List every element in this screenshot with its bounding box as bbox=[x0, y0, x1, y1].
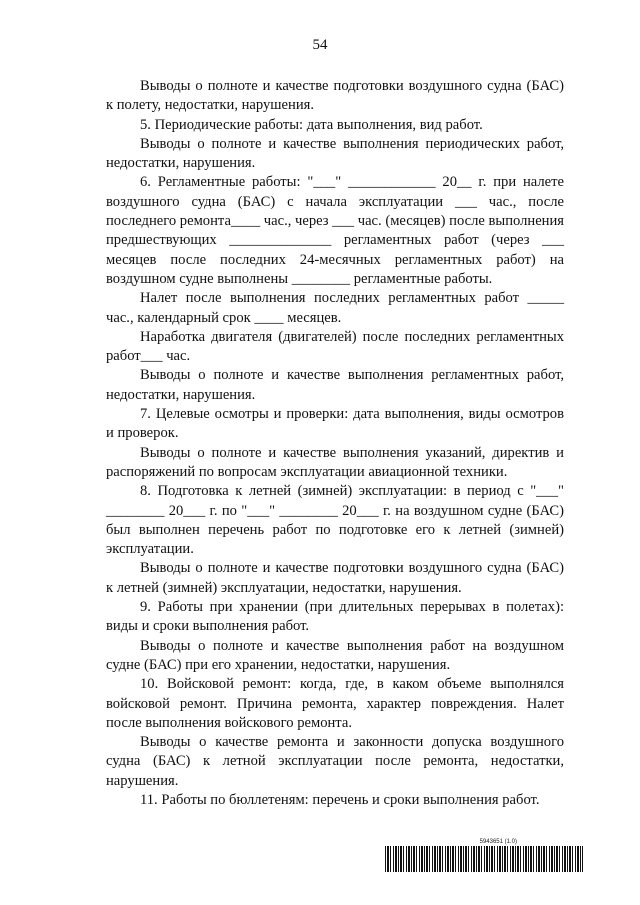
paragraph: Выводы о полноте и качестве выполнения регламентных работ, недостатки, нарушения. bbox=[106, 367, 564, 403]
paragraph: Выводы о полноте и качестве подготовки воздушного судна (БАС) к полету, недостатки, нарушения. bbox=[106, 78, 564, 114]
page-number: 54 bbox=[312, 37, 328, 53]
paragraph: Налет после выполнения последних регламентных работ _____ час., календарный срок ____ месяцев. bbox=[106, 290, 564, 326]
document-code: 5943651 (1.0) bbox=[479, 839, 517, 845]
paragraph: Выводы о качестве ремонта и законности допуска воздушного судна (БАС) к летной эксплуатации после ремонта, недостатки, нарушения. bbox=[106, 734, 564, 789]
paragraph: 7. Целевые осмотры и проверки: дата выполнения, виды осмотров и проверок. bbox=[106, 406, 564, 442]
paragraph: Выводы о полноте и качестве выполнения работ на воздушном судне (БАС) при его хранении, недостатки, нарушения. bbox=[106, 637, 564, 673]
paragraph: 6. Регламентные работы: "___" ____________ 20__ г. при налете воздушного судна (БАС) с начала эксплуатации ___ час., после последнего ремонта____ час., через ___ час. (месяцев) после выполнения предшествующих ______________ регламентных работ (через ___ месяцев после последних 24-месячных регламентных работ) на воздушном судне выполнены ________ регламентные работы. bbox=[106, 174, 565, 287]
document-footer bbox=[385, 839, 585, 872]
barcode bbox=[385, 846, 583, 872]
paragraph: Выводы о полноте и качестве выполнения периодических работ, недостатки, нарушения. bbox=[106, 135, 564, 172]
paragraph: Выводы о полноте и качестве выполнения указаний, директив и распоряжений по вопросам эксплуатации авиационной техники. bbox=[106, 444, 564, 480]
paragraph: 9. Работы при хранении (при длительных перерывах в полетах): виды и сроки выполнения работ. bbox=[106, 599, 564, 635]
paragraph: Выводы о полноте и качестве подготовки воздушного судна (БАС) к летней (зимней) эксплуатации, недостатки, нарушения. bbox=[106, 560, 564, 596]
paragraph: 5. Периодические работы: дата выполнения, вид работ. bbox=[140, 116, 483, 133]
paragraph: 8. Подготовка к летней (зимней) эксплуатации: в период с "___" ________ 20___ г. по "___" ________ 20___ г. на воздушном судне (БАС) был выполнен перечень работ по подготовке его к летней (зимней) эксплуатации. bbox=[106, 483, 564, 558]
paragraph: 11. Работы по бюллетеням: перечень и сроки выполнения работ. bbox=[140, 791, 540, 808]
paragraph: 10. Войсковой ремонт: когда, где, в каком объеме выполнялся войсковой ремонт. Причина ремонта, характер повреждения. Налет после выполнения войскового ремонта. bbox=[106, 676, 564, 731]
document-body bbox=[106, 77, 564, 810]
paragraph: Наработка двигателя (двигателей) после последних регламентных работ___ час. bbox=[106, 328, 564, 365]
